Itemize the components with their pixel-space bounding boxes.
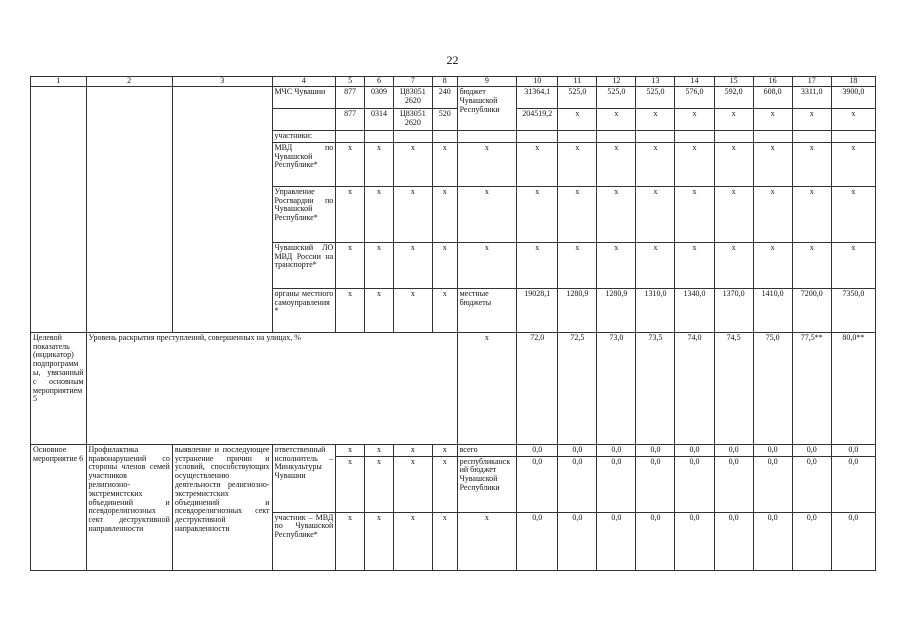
- header-cell: 4: [272, 77, 336, 87]
- cell: x: [792, 109, 831, 131]
- cell: x: [753, 109, 792, 131]
- page-number: 22: [446, 53, 459, 67]
- cell: 7200,0: [792, 288, 831, 332]
- empty-cell: [753, 131, 792, 143]
- cell: 0,0: [558, 456, 597, 512]
- empty-cell: [792, 131, 831, 143]
- cell: 0,0: [714, 456, 753, 512]
- header-cell: 16: [753, 77, 792, 87]
- cell: 0,0: [636, 512, 675, 570]
- cell: 608,0: [753, 87, 792, 109]
- cell: 1280,9: [597, 288, 636, 332]
- cell: x: [597, 109, 636, 131]
- cell: 72,5: [558, 332, 597, 444]
- cell: 0,0: [753, 444, 792, 456]
- cell: x: [831, 242, 875, 288]
- cell: x: [432, 142, 457, 186]
- cell: x: [457, 242, 517, 288]
- cell: 73,0: [597, 332, 636, 444]
- cell: x: [457, 186, 517, 242]
- event-name: Профилактика правонарушений со стороны членов семей участников религиозно-экстремистских объединений и псевдорелигиозных сект деструктивной направленности: [86, 444, 172, 570]
- funding-source: республиканский бюджет Чувашской Республики: [457, 456, 517, 512]
- empty-cell: [432, 131, 457, 143]
- cell: x: [365, 186, 394, 242]
- funding-source: всего: [457, 444, 517, 456]
- cell: x: [597, 242, 636, 288]
- cell: 1370,0: [714, 288, 753, 332]
- cell: x: [365, 444, 394, 456]
- cell: 520: [432, 109, 457, 131]
- cell: 0314: [365, 109, 394, 131]
- empty-cell: [393, 131, 432, 143]
- header-row: [31, 77, 876, 87]
- cell: x: [675, 242, 714, 288]
- cell: x: [432, 512, 457, 570]
- cell: 0,0: [517, 456, 558, 512]
- cell: x: [675, 142, 714, 186]
- cell: 0,0: [517, 444, 558, 456]
- participant-name: Управление Росгвардии по Чувашской Республике*: [272, 186, 336, 242]
- cell: 0,0: [636, 456, 675, 512]
- cell: x: [393, 186, 432, 242]
- cell: x: [393, 142, 432, 186]
- header-cell: 2: [86, 77, 172, 87]
- cell: 0,0: [517, 512, 558, 570]
- participant-name: МВД по Чувашской Республике*: [272, 142, 336, 186]
- cell: x: [517, 142, 558, 186]
- cell: 0,0: [675, 512, 714, 570]
- cell: 0,0: [714, 512, 753, 570]
- cell: 877: [336, 109, 365, 131]
- cell: 75,0: [753, 332, 792, 444]
- header-cell: 6: [365, 77, 394, 87]
- executor-name: МЧС Чувашии: [272, 87, 336, 109]
- cell: x: [831, 109, 875, 131]
- cell: 0309: [365, 87, 394, 109]
- cell: x: [365, 142, 394, 186]
- empty-cell: [172, 87, 272, 333]
- cell: x: [365, 456, 394, 512]
- cell: 31364,1: [517, 87, 558, 109]
- cell: 0,0: [597, 444, 636, 456]
- empty-cell: [31, 87, 87, 333]
- cell: 0,0: [831, 444, 875, 456]
- participant-name: Чувашский ЛО МВД России на транспорте*: [272, 242, 336, 288]
- empty-cell: [336, 131, 365, 143]
- cell: x: [714, 186, 753, 242]
- cell: x: [517, 186, 558, 242]
- cell: x: [432, 288, 457, 332]
- cell: x: [365, 288, 394, 332]
- header-cell: 15: [714, 77, 753, 87]
- participants-label: участники:: [272, 131, 336, 143]
- empty-cell: [517, 131, 558, 143]
- cell: x: [393, 242, 432, 288]
- cell: 0,0: [831, 512, 875, 570]
- cell: 19028,1: [517, 288, 558, 332]
- cell: 3900,0: [831, 87, 875, 109]
- cell: x: [831, 142, 875, 186]
- cell: x: [432, 242, 457, 288]
- cell: 0,0: [753, 456, 792, 512]
- cell: 0,0: [831, 456, 875, 512]
- table-row: [31, 444, 876, 456]
- cell: 592,0: [714, 87, 753, 109]
- cell: x: [753, 186, 792, 242]
- indicator-text: Уровень раскрытия преступлений, совершенных на улицах, %: [86, 332, 457, 444]
- cell: x: [393, 444, 432, 456]
- cell: x: [336, 142, 365, 186]
- budget-table: [30, 76, 876, 571]
- cell: 525,0: [636, 87, 675, 109]
- cell: 240: [432, 87, 457, 109]
- header-cell: 14: [675, 77, 714, 87]
- cell: 576,0: [675, 87, 714, 109]
- funding-source: x: [457, 512, 517, 570]
- empty-cell: [86, 87, 172, 333]
- event-label: Основное мероприятие 6: [31, 444, 87, 570]
- cell: Ц83051 2620: [393, 87, 432, 109]
- cell: 1310,0: [636, 288, 675, 332]
- cell: x: [636, 186, 675, 242]
- empty-cell: [365, 131, 394, 143]
- empty-cell: [636, 131, 675, 143]
- empty-cell: [597, 131, 636, 143]
- cell: x: [336, 456, 365, 512]
- executor-name: органы местного самоуправления*: [272, 288, 336, 332]
- cell: x: [831, 186, 875, 242]
- cell: 0,0: [597, 512, 636, 570]
- cell: Ц83051 2620: [393, 109, 432, 131]
- empty-cell: [272, 109, 336, 131]
- cell: x: [558, 109, 597, 131]
- cell: x: [675, 109, 714, 131]
- header-cell: 7: [393, 77, 432, 87]
- cell: 0,0: [714, 444, 753, 456]
- cell: 0,0: [636, 444, 675, 456]
- cell: x: [336, 288, 365, 332]
- header-cell: 12: [597, 77, 636, 87]
- cell: 0,0: [792, 444, 831, 456]
- cell: 1410,0: [753, 288, 792, 332]
- cell: 7350,0: [831, 288, 875, 332]
- cell: 74,5: [714, 332, 753, 444]
- cell: x: [393, 288, 432, 332]
- cell: x: [336, 512, 365, 570]
- cell: x: [336, 186, 365, 242]
- cell: x: [558, 186, 597, 242]
- cell: 525,0: [558, 87, 597, 109]
- table-row: [31, 87, 876, 109]
- funding-source: местные бюджеты: [457, 288, 517, 332]
- empty-cell: [457, 131, 517, 143]
- cell: x: [432, 444, 457, 456]
- header-cell: 10: [517, 77, 558, 87]
- cell: 0,0: [675, 444, 714, 456]
- cell: 80,0**: [831, 332, 875, 444]
- header-cell: 8: [432, 77, 457, 87]
- cell: x: [714, 242, 753, 288]
- cell: x: [432, 456, 457, 512]
- responsible-executor: ответственный исполнитель – Минкультуры Чувашии: [272, 444, 336, 512]
- cell: 0,0: [558, 512, 597, 570]
- cell: x: [336, 444, 365, 456]
- cell: x: [393, 456, 432, 512]
- empty-cell: [558, 131, 597, 143]
- cell: x: [432, 186, 457, 242]
- cell: x: [753, 242, 792, 288]
- cell: 73,5: [636, 332, 675, 444]
- cell: 0,0: [558, 444, 597, 456]
- cell: x: [517, 242, 558, 288]
- cell: 0,0: [792, 512, 831, 570]
- cell: x: [636, 109, 675, 131]
- cell: 525,0: [597, 87, 636, 109]
- cell: 0,0: [753, 512, 792, 570]
- funding-source: бюджет Чувашской Республики: [457, 87, 517, 131]
- cell: x: [597, 142, 636, 186]
- cell: x: [636, 242, 675, 288]
- empty-cell: [714, 131, 753, 143]
- table-row: [31, 332, 876, 444]
- cell: x: [792, 142, 831, 186]
- cell: x: [597, 186, 636, 242]
- cell: 0,0: [597, 456, 636, 512]
- cell: x: [558, 242, 597, 288]
- cell: x: [393, 512, 432, 570]
- cell: 3311,0: [792, 87, 831, 109]
- cell: 204519,2: [517, 109, 558, 131]
- header-cell: 13: [636, 77, 675, 87]
- empty-cell: [831, 131, 875, 143]
- cell: 0,0: [675, 456, 714, 512]
- cell: 1340,0: [675, 288, 714, 332]
- cell: x: [636, 142, 675, 186]
- cell: x: [365, 242, 394, 288]
- header-cell: 3: [172, 77, 272, 87]
- cell: 77,5**: [792, 332, 831, 444]
- indicator-label: Целевой показатель (индикатор) подпрограммы, увязанный с основным мероприятием 5: [31, 332, 87, 444]
- empty-cell: [675, 131, 714, 143]
- cell: 72,0: [517, 332, 558, 444]
- cell: x: [558, 142, 597, 186]
- cell: 0,0: [792, 456, 831, 512]
- cell: x: [714, 109, 753, 131]
- cell: x: [675, 186, 714, 242]
- header-cell: 18: [831, 77, 875, 87]
- header-cell: 1: [31, 77, 87, 87]
- participant-name: участник – МВД по Чувашской Республике*: [272, 512, 336, 570]
- cell: x: [753, 142, 792, 186]
- cell: x: [365, 512, 394, 570]
- cell: 74,0: [675, 332, 714, 444]
- cell: 877: [336, 87, 365, 109]
- cell: x: [714, 142, 753, 186]
- cell: x: [336, 242, 365, 288]
- cell: x: [792, 186, 831, 242]
- event-goal: выявление и последующее устранение причин и условий, способствующих осуществлению деятельности религиозно-экстремистских объединений и псевдорелигиозных сект деструктивной направленности: [172, 444, 272, 570]
- header-cell: 11: [558, 77, 597, 87]
- header-cell: 9: [457, 77, 517, 87]
- cell: x: [457, 142, 517, 186]
- cell: 1280,9: [558, 288, 597, 332]
- cell: x: [457, 332, 517, 444]
- header-cell: 17: [792, 77, 831, 87]
- cell: x: [792, 242, 831, 288]
- header-cell: 5: [336, 77, 365, 87]
